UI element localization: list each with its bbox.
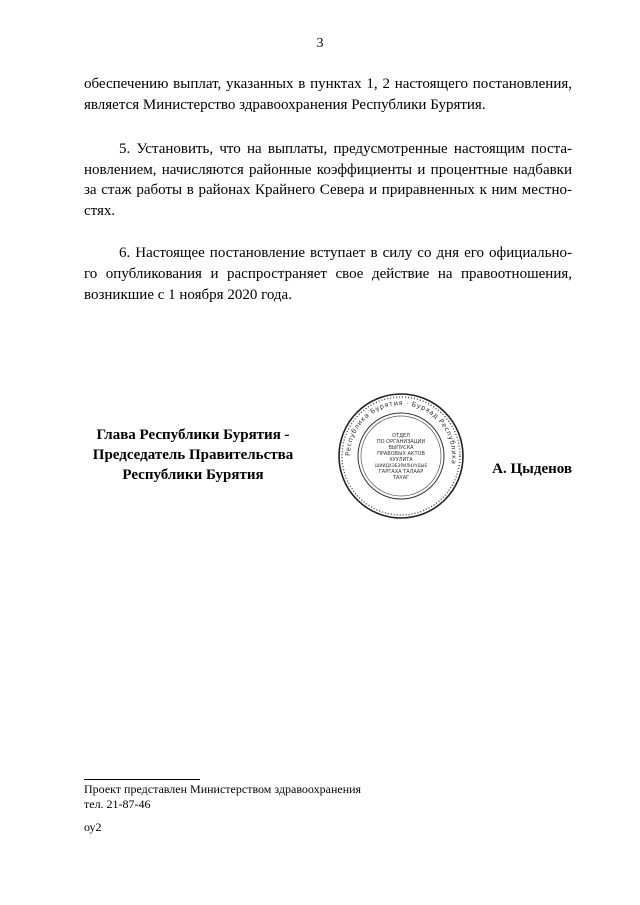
signer-name: А. Цыденов: [492, 461, 572, 477]
signatory-title-line: Республики Бурятия: [122, 467, 264, 483]
official-seal: [337, 392, 465, 520]
seal-inner-line: ВЫПУСКА: [388, 445, 414, 451]
paragraph-line: обеспечению выплат, указанных в пунктах 1, 2 настоящего постановления,: [84, 76, 572, 92]
seal-inner-line: ХУУЛИТА: [389, 457, 413, 463]
seal-inner-line: ШИИДХЭБЭРИЛНУУДЫЕ: [374, 463, 428, 468]
seal-inner-line: ПО ОРГАНИЗАЦИИ: [376, 439, 426, 445]
seal-inner-line: ГАРГАХА ТАЛААР: [378, 469, 424, 475]
document-code: оу2: [84, 820, 102, 834]
footnote-line: тел. 21-87-46: [84, 797, 151, 811]
paragraph-line: является Министерство здравоохранения Республики Бурятия.: [84, 97, 486, 113]
paragraph-line: 6. Настоящее постановление вступает в силу со дня его официально-: [119, 245, 572, 261]
paragraph-line: стях.: [84, 203, 116, 219]
paragraph-line: го опубликования и распространяет свое действие на правоотношения,: [84, 266, 572, 282]
seal-outer-text-path: Республика Бурятия · Буряад Республика: [343, 398, 459, 466]
paragraph-line: возникшие с 1 ноября 2020 года.: [84, 287, 292, 303]
signatory-title-line: Председатель Правительства: [92, 447, 294, 463]
footnote-rule: [84, 779, 200, 780]
seal-inner-line: ПРАВОВЫХ АКТОВ: [377, 451, 425, 457]
paragraph-line: 5. Установить, что на выплаты, предусмотренные настоящим поста-: [119, 141, 572, 157]
footnote-line: Проект представлен Министерством здравоохранения: [84, 782, 362, 796]
page-number: 3: [316, 36, 324, 51]
signatory-title: [84, 425, 302, 485]
signatory-title-line: Глава Республики Бурятия -: [96, 427, 290, 443]
seal-inner-line: ТАХАГ: [392, 475, 410, 481]
seal-inner-line: ОТДЕЛ: [392, 433, 410, 439]
paragraph-line: за стаж работы в районах Крайнего Севера и приравненных к ним местно-: [84, 182, 572, 198]
paragraph-line: новлением, начисляются районные коэффициенты и процентные надбавки: [84, 162, 572, 178]
